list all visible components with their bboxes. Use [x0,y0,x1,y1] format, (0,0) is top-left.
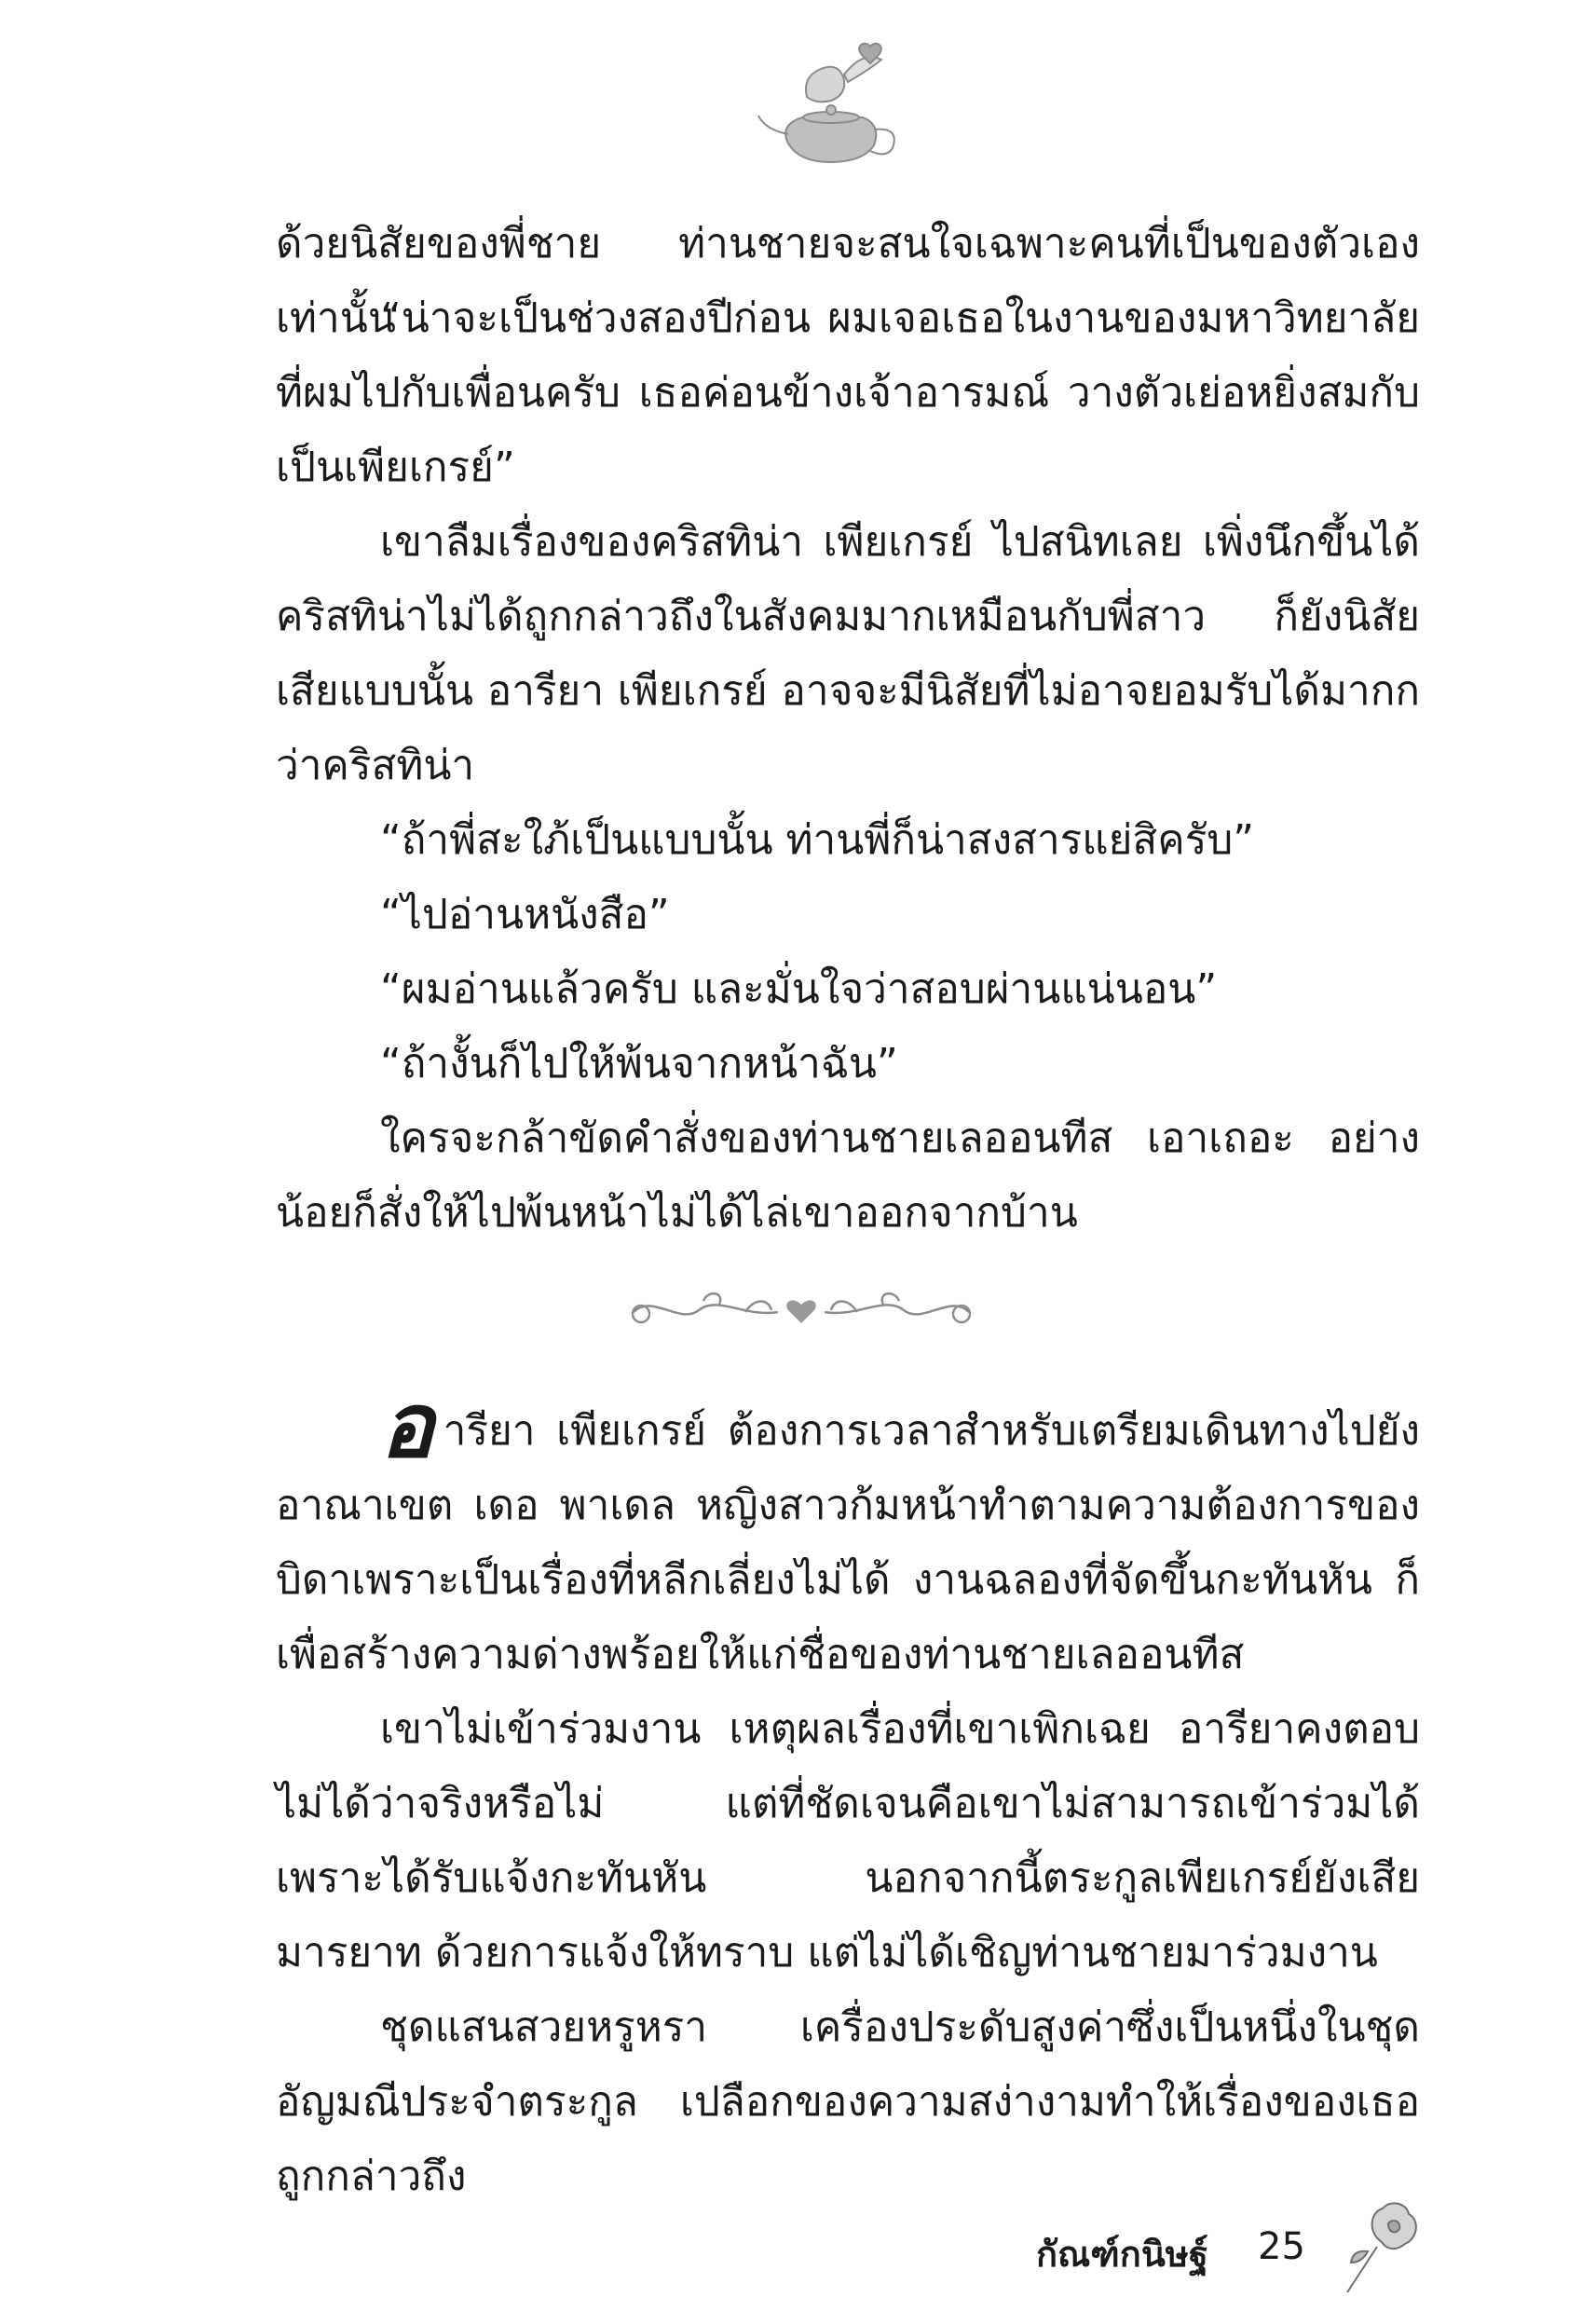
paragraph: เขาไม่เข้าร่วมงาน เหตุผลเรื่องที่เขาเพิกเฉย อารียาคงตอบไม่ได้ว่าจริงหรือไม่ แต่ที่ชัดเจนคือเขาไม่สามารถเข้าร่วมได้ เพราะได้รับแจ้งกะทันหัน นอกจากนี้ตระกูลเพียเกรย์ยังเสียมารยาท ด้วยการแจ้งให้ทราบ แต่ไม่ได้เชิญท่านชายมาร่วมงาน [276,1705,1420,1976]
paragraph: “น่าจะเป็นช่วงสองปีก่อน ผมเจอเธอในงานของมหาวิทยาลัยที่ผมไปกับเพื่อนครับ เธอค่อนข้างเจ้าอารมณ์ วางตัวเย่อหยิ่งสมกับเป็นเพียเกรย์” [276,294,1420,491]
dialogue-line: “ถ้าพี่สะใภ้เป็นแบบนั้น ท่านพี่ก็น่าสงสารแย่สิครับ” [380,816,1255,864]
drop-cap: อ [380,1374,434,1478]
dialogue-line: “ถ้างั้นก็ไปให้พ้นจากหน้าฉัน” [380,1040,898,1087]
paragraph: เขาลืมเรื่องของคริสทิน่า เพียเกรย์ ไปสนิทเลย เพิ่งนึกขึ้นได้ คริสทิน่าไม่ได้ถูกกล่าวถึงในสังคมมากเหมือนกับพี่สาว ก็ยังนิสัยเสียแบบนั้น อารียา เพียเกรย์ อาจจะมีนิสัยที่ไม่อาจยอมรับได้มากกว่าคริสทิน่า [276,518,1420,789]
dialogue-line: “ไปอ่านหนังสือ” [380,891,670,938]
dialogue-line: “ผมอ่านแล้วครับ และมั่นใจว่าสอบผ่านแน่นอน” [380,965,1218,1013]
paragraph: ชุดแสนสวยหรูหรา เครื่องประดับสูงค่าซึ่งเป็นหนึ่งในชุดอัญมณีประจำตระกูล เปลือกของความสง่างามทำให้เรื่องของเธอถูกกล่าวถึง [276,2003,1420,2200]
paragraph: ใครจะกล้าขัดคำสั่งของท่านชายเลออนทีส เอาเถอะ อย่างน้อยก็สั่งให้ไปพ้นหน้าไม่ได้ไล่เขาออกจากบ้าน [276,1114,1420,1237]
scroll-heart-divider [615,1284,988,1336]
paragraph: อารียา เพียเกรย์ ต้องการเวลาสำหรับเตรียมเดินทางไปยังอาณาเขต เดอ พาเดล หญิงสาวก้มหน้าทำตามความต้องการของบิดาเพราะเป็นเรื่องที่หลีกเลี่ยงไม่ได้ งานฉลองที่จัดขึ้นกะทันหัน ก็เพื่อสร้างความด่างพร้อยให้แก่ชื่อของท่านชายเลออนทีส [276,1374,1420,1678]
page-number: 25 [1258,2225,1305,2268]
rose-icon [1340,2195,1424,2298]
teapot-cherub-ornament [751,41,909,181]
running-footer-title: กัณฑ์กนิษฐ์ [1036,2234,1208,2275]
paragraph: ด้วยนิสัยของพี่ชาย ท่านชายจะสนใจเฉพาะคนที่เป็นของตัวเองเท่านั้น [276,220,1420,342]
